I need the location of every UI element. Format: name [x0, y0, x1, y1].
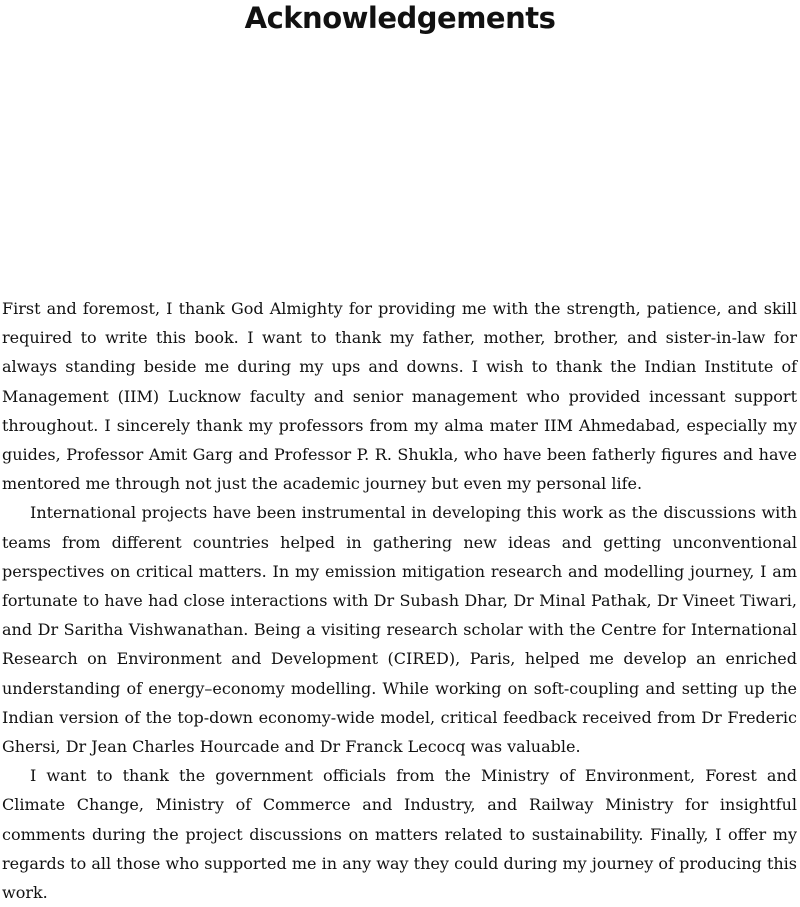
paragraph-1: First and foremost, I thank God Almighty for providing me with the strength, patience, and skill required to write this book. I want to thank my father, mother, brother, and sister-in-law for always standing beside me during my ups and downs. I wish to thank the Indian Institute of Management (IIM) Lucknow faculty and senior management who provided incessant support throughout. I sincerely thank my professors from my alma mater IIM Ahmedabad, especially my guides, Professor Amit Garg and Professor P. R. Shukla, who have been fatherly figures and have mentored me through not just the academic journey but even my personal life.	[2, 299, 797, 494]
paragraph-2: International projects have been instrumental in developing this work as the discussions with teams from different countries helped in gathering new ideas and getting unconventional perspectives on critical matters. In my emission mitigation research and modelling journey, I am fortunate to have had close interactions with Dr Subash Dhar, Dr Minal Pathak, Dr Vineet Tiwari, and Dr Saritha Vishwanathan. Being a visiting research scholar with the Centre for International Research on Environment and Development (CIRED), Paris, helped me develop an enriched understanding of energy–economy modelling. While working on soft-coupling and setting up the Indian version of the top-down economy-wide model, critical feedback received from Dr Frederic Ghersi, Dr Jean Charles Hourcade and Dr Franck Lecocq was valuable.	[2, 503, 797, 757]
page-title: Acknowledgements	[244, 1, 556, 35]
paragraph-3: I want to thank the government officials from the Ministry of Environment, Forest and Climate Change, Ministry of Commerce and Industry, and Railway Ministry for insightful comments during the project discussions on matters related to sustainability. Finally, I offer my regards to all those who supported me in any way they could during my journey of producing this work.	[2, 766, 797, 903]
acknowledgements-body	[2, 294, 797, 907]
